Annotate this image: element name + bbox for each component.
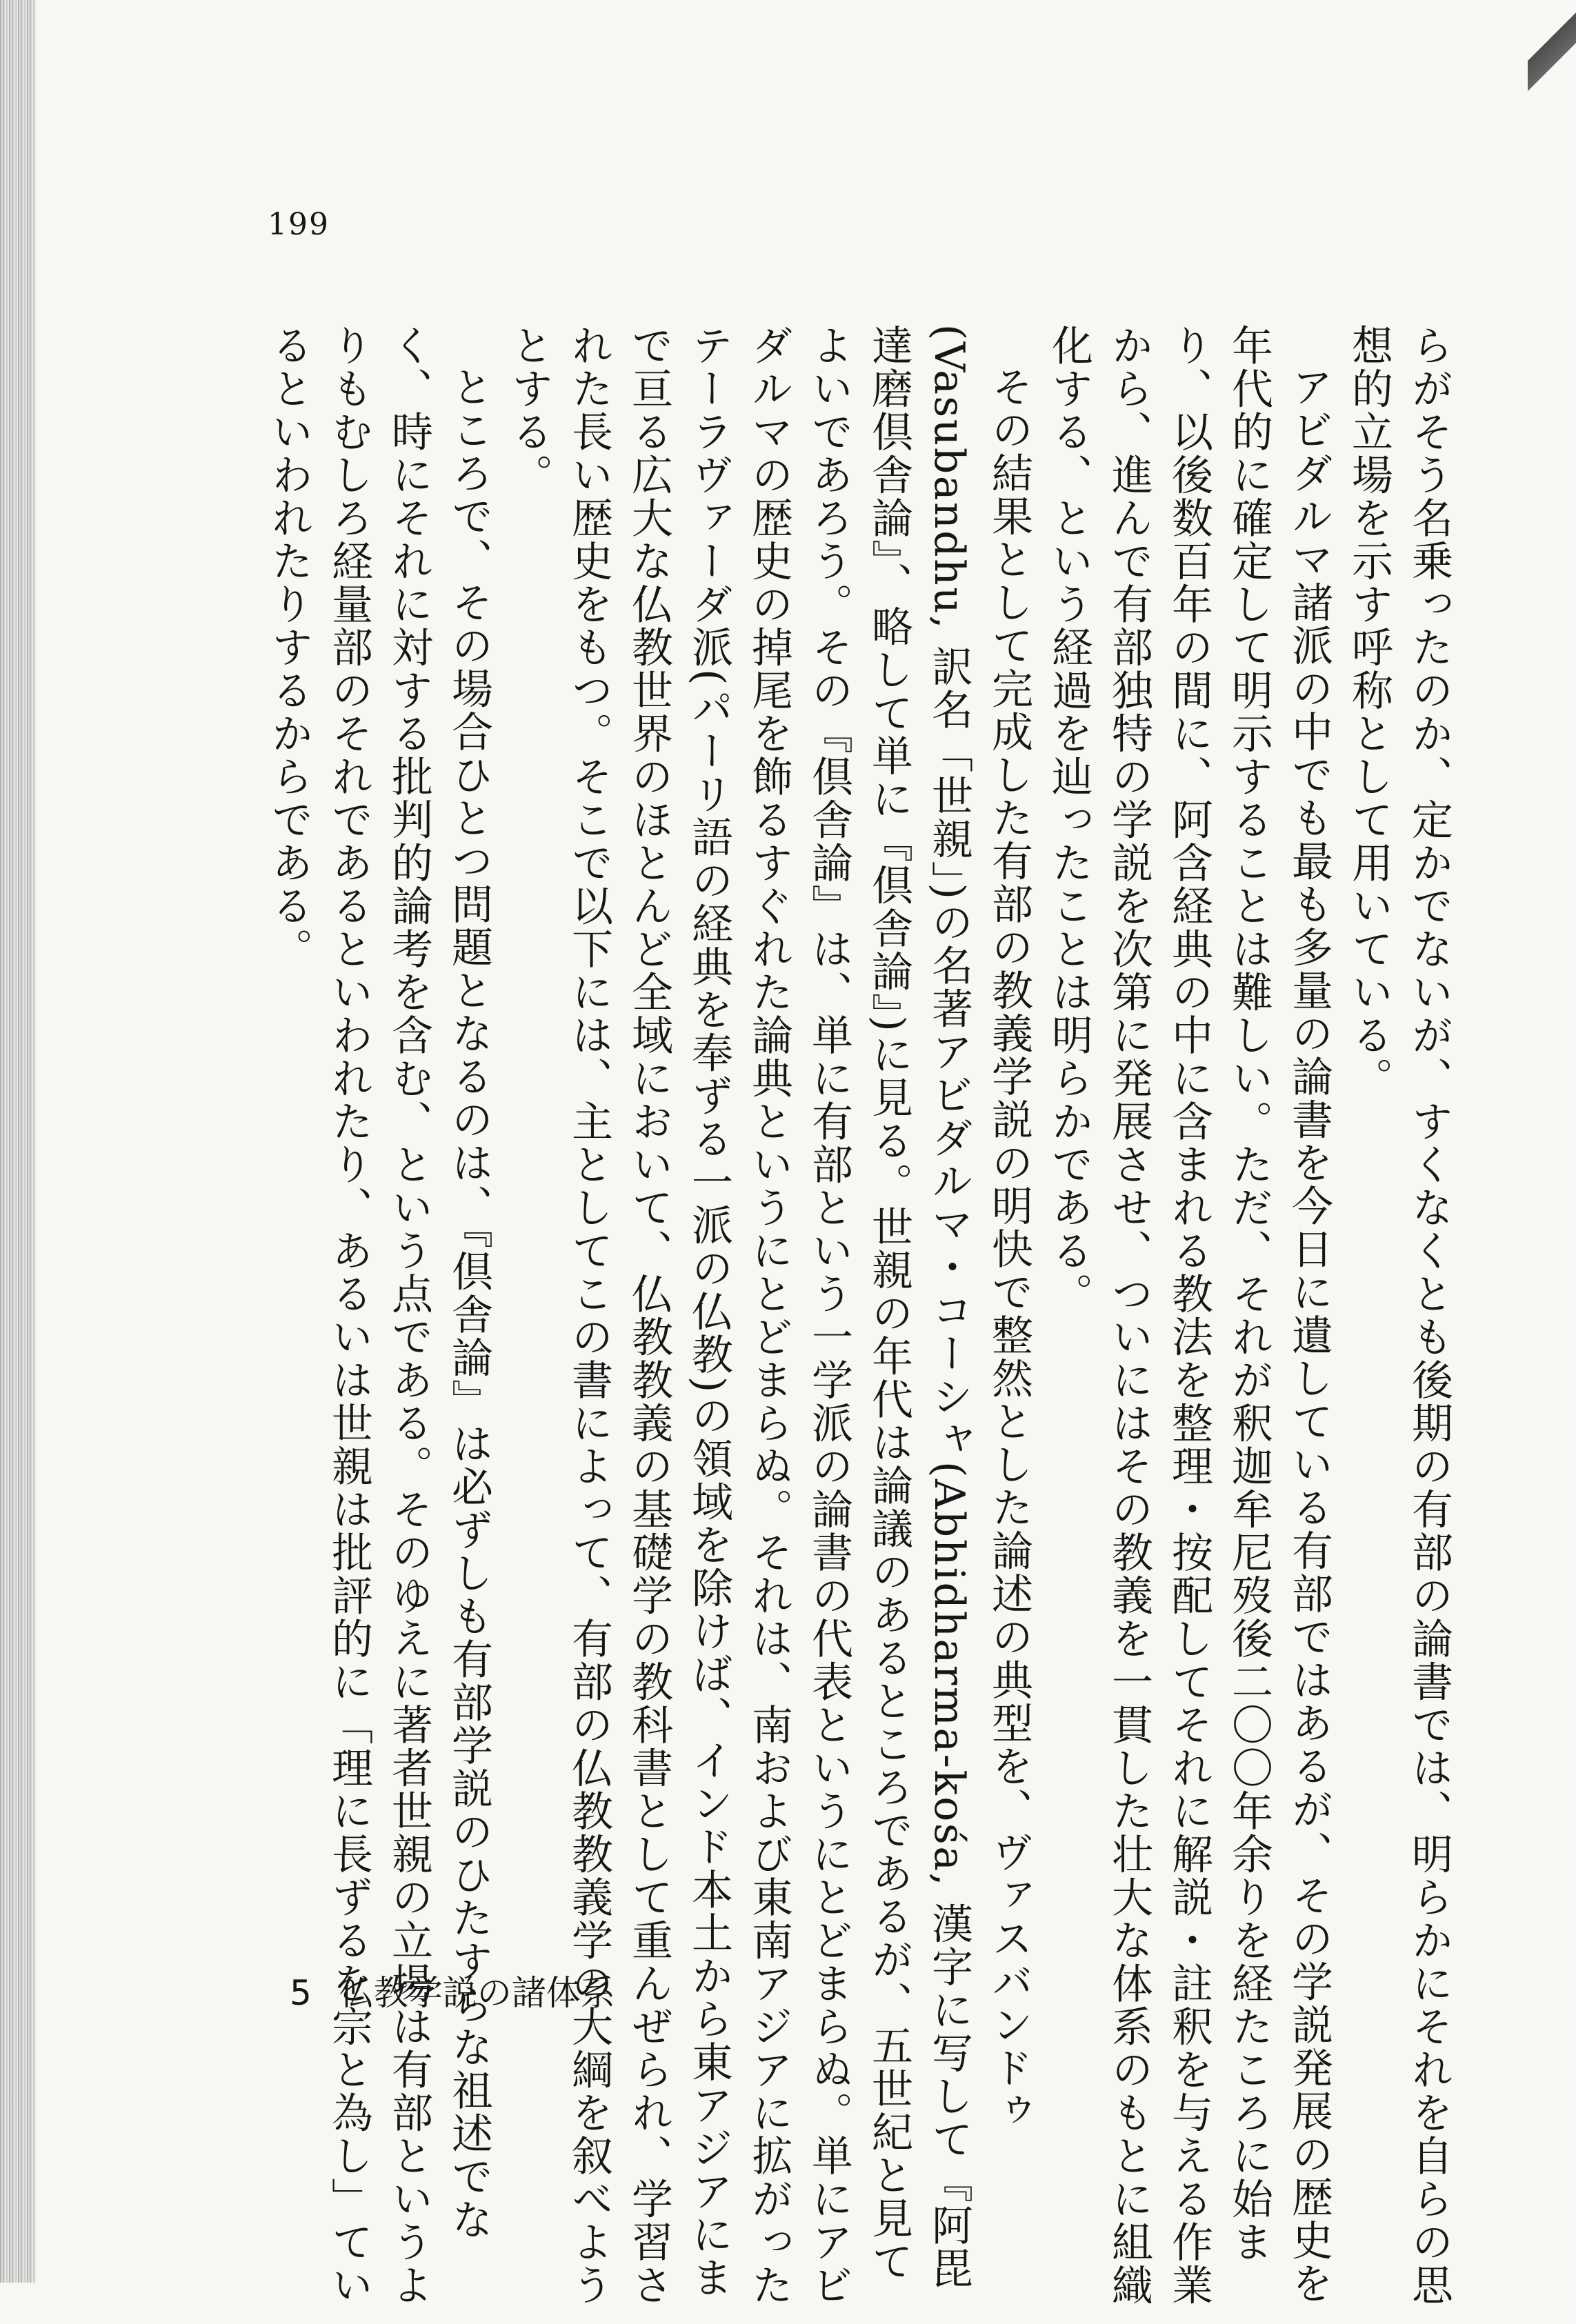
page-corner-curl [1528, 0, 1576, 103]
paragraph-4: ところで、その場合ひとつ問題となるのは、『倶舎論』は必ずしも有部学説のひたすらな祖述でなく、時にそれに対する批判的論考を含む、という点である。そのゆえに著者世親の立場は有部というよりもむしろ経量部のそれであるといわれたり、あるいは世親は批評的に「理に長ずるを宗と為し」ているといわれたりするからである。 [265, 324, 493, 2307]
paragraph-2: アビダルマ諸派の中でも最も多量の論書を今日に遺している有部ではあるが、その学説発展の歴史を年代的に確定して明示することは難しい。ただ、それが釈迦牟尼歿後二〇〇年余りを経たころに始まり、以後数百年の間に、阿含経典の中に含まれる教法を整理・按配してそれに解説・註釈を与える作業から、進んで有部独特の学説を次第に発展させ、ついにはその教義を一貫した壮大な体系のもとに組織化する、という経過を辿ったことは明らかである。 [1045, 324, 1333, 2307]
body-text [259, 324, 1459, 2324]
running-footer [290, 1965, 615, 2015]
paragraph-1: らがそう名乗ったのか、定かでないが、すくなくとも後期の有部の論書では、明らかにそれを自らの思想的立場を示す呼称として用いている。 [1345, 324, 1453, 2307]
binding-edge [0, 0, 36, 2283]
chapter-number: 5 [290, 1973, 312, 2013]
paragraph-3: その結果として完成した有部の教義学説の明快で整然とした論述の典型を、ヴァスバンドゥ(Vasubandhu, 訳名「世親」)の名著アビダルマ・コーシャ(Abhidharma-kośa, 漢字に写して『阿毘達磨倶舎論』、略して単に『倶舎論』)に見る。世親の年代は論議のあるところであるが、五世紀と見てよいであろう。その『倶舎論』は、単に有部という一学派の論書の代表というにとどまらぬ。単にアビダルマの歴史の掉尾を飾るすぐれた論典というにとどまらぬ。それは、南および東南アジアに拡がったテーラヴァーダ派(パーリ語の経典を奉ずる一派の仏教)の領域を除けば、インド本土から東アジアにまで亘る広大な仏教世界のほとんど全域において、仏教教義の基礎学の教科書として重んぜられ、学習された長い歴史をもつ。そこで以下には、主としてこの書によって、有部の仏教教義学の大綱を叙べようとする。 [505, 324, 1033, 2307]
page-number: 199 [268, 207, 330, 242]
chapter-title: 仏教学説の諸体系 [339, 1973, 615, 2013]
